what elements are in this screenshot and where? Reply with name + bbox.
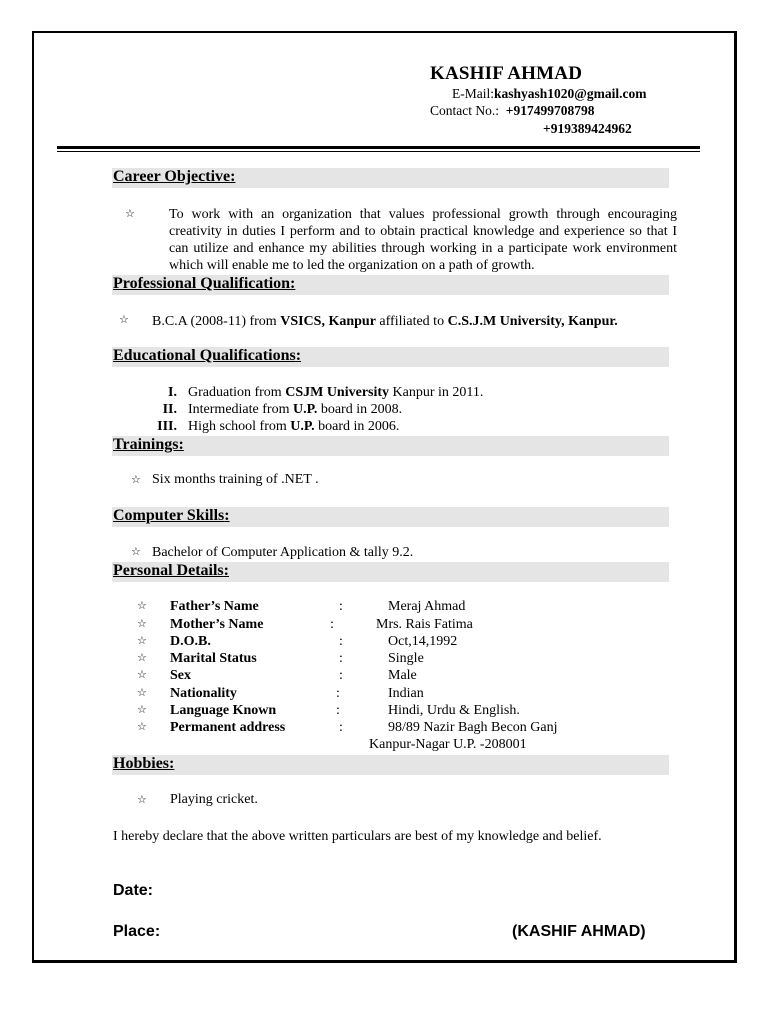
star-bullet-icon: ☆ (131, 545, 141, 558)
date-label: Date: (113, 882, 154, 899)
personal-label-marital: Marital Status (170, 651, 257, 666)
section-title: Personal Details: (113, 562, 229, 579)
personal-label-sex: Sex (170, 668, 191, 683)
section-personal-details (112, 562, 669, 582)
personal-value-dob: Oct,14,1992 (388, 634, 458, 649)
personal-value-address: 98/89 Nazir Bagh Becon Ganj (388, 720, 558, 735)
section-computer-skills (112, 507, 669, 527)
personal-label-dob: D.O.B. (170, 634, 211, 649)
section-career-objective (112, 168, 669, 188)
section-title: Computer Skills: (113, 507, 230, 524)
star-bullet-icon: ☆ (137, 599, 147, 612)
section-title: Trainings: (113, 436, 184, 453)
personal-label-father: Father’s Name (170, 599, 259, 614)
header-rule-thick (57, 146, 700, 149)
section-title: Career Objective: (113, 168, 236, 185)
star-bullet-icon: ☆ (137, 668, 147, 681)
section-title: Educational Qualifications: (113, 347, 302, 364)
separator: : (339, 599, 343, 614)
personal-value-nationality: Indian (388, 686, 424, 701)
hobby-item: Playing cricket. (170, 792, 258, 807)
personal-label-address: Permanent address (170, 720, 286, 735)
section-hobbies (112, 755, 669, 775)
career-objective-text: To work with an organization that values professional growth through encouraging creativity in duties I perform and to obtain practical knowledge and experience so that I can utilize and enhance my abilities through working in a participate work environment which will enable me to led the organization on a path of growth. (169, 207, 677, 273)
star-bullet-icon: ☆ (131, 473, 141, 486)
section-professional-qualification (112, 275, 669, 295)
email-label: E-Mail: (452, 86, 494, 101)
star-bullet-icon: ☆ (137, 720, 147, 733)
signature-name: (KASHIF AHMAD) (512, 923, 646, 940)
star-bullet-icon: ☆ (137, 634, 147, 647)
skill-item: Bachelor of Computer Application & tally 9.2. (152, 545, 414, 560)
email-address: kashyash1020@gmail.com (494, 86, 647, 101)
personal-value-sex: Male (388, 668, 417, 683)
candidate-name: KASHIF AHMAD (430, 63, 583, 84)
header-rule-thin (57, 151, 700, 152)
declaration-text: I hereby declare that the above written particulars are best of my knowledge and belief. (113, 829, 602, 844)
separator: : (339, 651, 343, 666)
section-trainings (112, 436, 669, 456)
star-bullet-icon: ☆ (137, 793, 147, 806)
contact-line (430, 103, 594, 119)
star-bullet-icon: ☆ (125, 207, 135, 220)
education-item: High school from U.P. board in 2006. (188, 419, 400, 434)
personal-value-mother: Mrs. Rais Fatima (376, 617, 473, 632)
separator: : (336, 686, 340, 701)
phone-primary: +917499708798 (505, 103, 595, 118)
personal-label-language: Language Known (170, 703, 277, 718)
email-line (452, 86, 646, 102)
personal-value-father: Meraj Ahmad (388, 599, 466, 614)
star-bullet-icon: ☆ (137, 617, 147, 630)
personal-label-mother: Mother’s Name (170, 617, 264, 632)
section-title: Hobbies: (113, 755, 175, 772)
separator: : (339, 634, 343, 649)
contact-label: Contact No.: (430, 103, 499, 118)
professional-qualification-text: B.C.A (2008-11) from VSICS, Kanpur affiliated to C.S.J.M University, Kanpur. (152, 314, 618, 329)
list-number: II. (162, 402, 177, 417)
phone-secondary: +919389424962 (543, 121, 632, 136)
place-label: Place: (113, 923, 161, 940)
personal-value-language: Hindi, Urdu & English. (388, 703, 520, 718)
training-item: Six months training of .NET . (152, 472, 319, 487)
personal-label-nationality: Nationality (170, 686, 237, 701)
education-item: Graduation from CSJM University Kanpur in 2011. (188, 385, 484, 400)
list-number: I. (168, 385, 177, 400)
education-item: Intermediate from U.P. board in 2008. (188, 402, 403, 417)
separator: : (339, 720, 343, 735)
section-educational-qualifications (112, 347, 669, 367)
star-bullet-icon: ☆ (119, 313, 129, 326)
separator: : (330, 617, 334, 632)
personal-value-address-line2: Kanpur-Nagar U.P. -208001 (369, 737, 527, 752)
section-title: Professional Qualification: (113, 275, 296, 292)
star-bullet-icon: ☆ (137, 651, 147, 664)
separator: : (339, 668, 343, 683)
list-number: III. (157, 419, 177, 434)
personal-value-marital: Single (388, 651, 424, 666)
star-bullet-icon: ☆ (137, 686, 147, 699)
separator: : (336, 703, 340, 718)
star-bullet-icon: ☆ (137, 703, 147, 716)
